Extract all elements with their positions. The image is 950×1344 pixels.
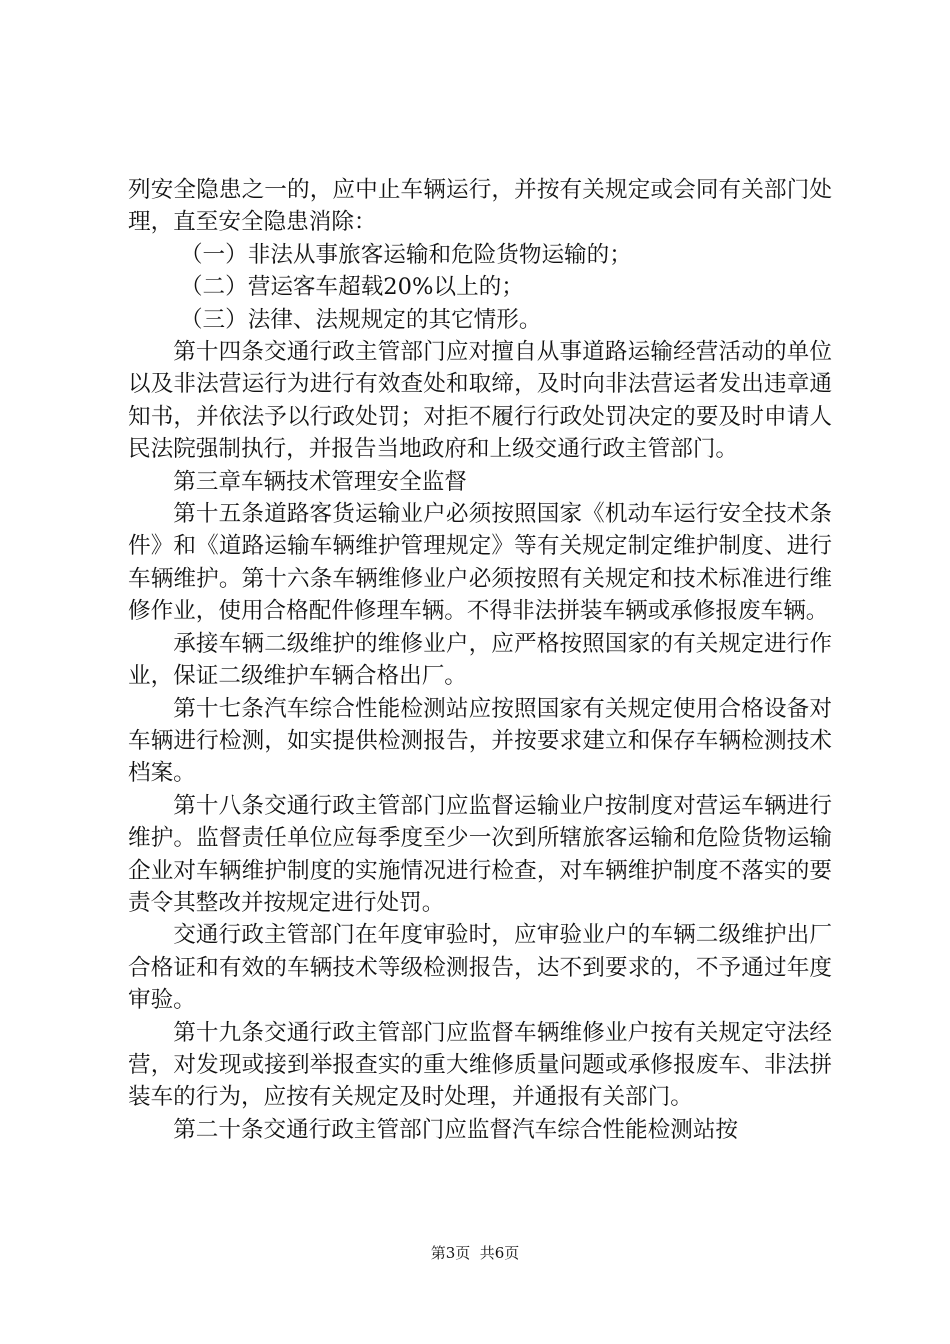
- article-19: 第十九条交通行政主管部门应监督车辆维修业户按有关规定守法经营，对发现或接到举报查实的重大维修质量问题或承修报废车、非法拼装车的行为，应按有关规定及时处理，并通报有关部门。: [128, 1019, 832, 1111]
- page-footer: [0, 1242, 950, 1263]
- article-20: 第二十条交通行政主管部门应监督汽车综合性能检测站按: [173, 1116, 739, 1143]
- list-item-3: （三）法律、法规规定的其它情形。: [179, 306, 542, 333]
- article-17: 第十七条汽车综合性能检测站应按照国家有关规定使用合格设备对车辆进行检测，如实提供检测报告，并按要求建立和保存车辆检测技术档案。: [128, 695, 832, 787]
- article-15-16: 第十五条道路客货运输业户必须按照国家《机动车运行安全技术条件》和《道路运输车辆维护管理规定》等有关规定制定维护制度、进行车辆维护。第十六条车辆维修业户必须按照有关规定和技术标准进行维修作业，使用合格配件修理车辆。不得非法拼装车辆或承修报废车辆。: [128, 501, 832, 625]
- list-item-1: （一）非法从事旅客运输和危险货物运输的；: [179, 241, 632, 268]
- paragraph-continuation: 列安全隐患之一的，应中止车辆运行，并按有关规定或会同有关部门处理，直至安全隐患消除：: [128, 177, 832, 236]
- chapter-3-heading: 第三章车辆技术管理安全监督: [173, 468, 467, 495]
- page-number: 第3页 共6页: [430, 1244, 520, 1262]
- list-item-2: （二）营运客车超载20%以上的；: [179, 274, 524, 301]
- paragraph-secondary-maintenance: 承接车辆二级维护的维修业户，应严格按照国家的有关规定进行作业，保证二级维护车辆合格出厂。: [128, 630, 832, 690]
- document-body: [128, 174, 832, 1146]
- paragraph-annual-review: 交通行政主管部门在年度审验时，应审验业户的车辆二级维护出厂合格证和有效的车辆技术等级检测报告，达不到要求的，不予通过年度审验。: [128, 922, 832, 1014]
- article-18: 第十八条交通行政主管部门应监督运输业户按制度对营运车辆进行维护。监督责任单位应每季度至少一次到所辖旅客运输和危险货物运输企业对车辆维护制度的实施情况进行检查，对车辆维护制度不落实的要责令其整改并按规定进行处罚。: [128, 792, 832, 916]
- article-14: 第十四条交通行政主管部门应对擅自从事道路运输经营活动的单位以及非法营运行为进行有效查处和取缔，及时向非法营运者发出违章通知书，并依法予以行政处罚；对拒不履行行政处罚决定的要及时申请人民法院强制执行，并报告当地政府和上级交通行政主管部门。: [128, 339, 832, 463]
